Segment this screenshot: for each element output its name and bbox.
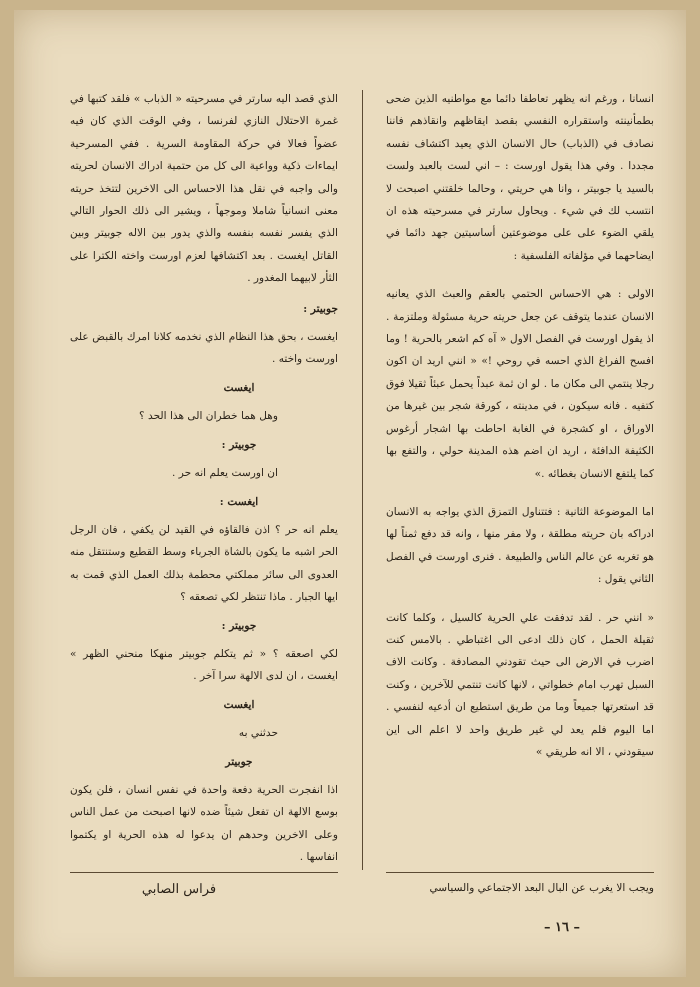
dialogue-line: حدثني به [238,727,278,740]
quote-paragraph: « انني حر . لقد تدفقت علي الحرية كالسيل ، وكلما كانت ثقيلة الحمل ، كان ذلك ادعى الى اغتباطي . بالامس كنت اضرب في الارض الى حيث تقودني المصادفة . وكانت الاف السبل تهرب امام خطواتي ، لانها كانت تنتمي للآخرين ، وكنت قد استعرتها جميعاً وما من طريق استطيع ان أدعيه لنفسي . اما اليوم فلم يعد لي غير طريق واحد لا اعلم الى اين سيقودني ، الا انه طريقي » [386,611,654,758]
author-signature: فراس الصابي [141,882,217,897]
dialogue-line: يعلم انه حر ؟ اذن فالقاؤه في القيد لن يكفي ، فان الرجل الحر اشبه ما يكون بالشاة الجرباء وسط القطيع وستنتقل منه العدوى الى سائر مملكتي محطمة بذلك العمل الذي قمت به ايها الجبار . ماذا تنتظر لكي تصعقه ؟ [70,523,338,604]
dialogue-line: اذا انفجرت الحرية دفعة واحدة في نفس انسان ، فلن يكون بوسع الالهة ان تفعل شيئاً ضده لانها اصبحت من عمل الناس وعلى الاخرين وحدهم ان يدعوا له هذه الحرية او يكتموا انفاسها . [70,783,338,864]
speaker-name: جوبيتر : [221,619,257,632]
left-column [70,88,338,875]
body-paragraph: انسانا ، ورغم انه يظهر تعاطفا دائما مع مواطنيه الذين ضحى بطمأنينته واستقراره النفسي بقصد ايقاظهم وانقاذهم فاننا نصادف في (الذباب) حال الانسان الذي يعيد اكتشاف نفسه مجددا . وفي هذا يقول اورست : – اني لست بالعبد ولست بالسيد يا جوبيتر ، وانا هي حريتي ، وحالما خلقتني اصبحت لا انتسب لك في شيء . ويحاول سارتر في مسرحيته هذه ان يلقي الضوء على على موضوعتين أساسيتين جهد دائما في ايضاحهما في مؤلفاته الفلسفية : [386,93,654,262]
speaker-name: ايغست [223,698,255,711]
right-column [386,88,654,771]
body-paragraph: اما الموضوعة الثانية : فتتناول التمزق الذي يواجه به الانسان ادراكه بان حريته مطلقة ، ولا مفر منها ، وانه قد دفع ثمناً لها هو تغربه عن عالم الناس والطبيعة . فنرى اورست في الفصل الثاني يقول : [386,505,654,586]
body-paragraph: الاولى : هي الاحساس الحتمي بالعقم والعبث الذي يعانيه الانسان عندما يتوقف عن جعل حريته حرية مسئولة وملتزمة . اذ يقول اورست في الفصل الاول « آه كم اشعر بالحرية ! وما افسح الفراغ الذي احسه في روحي !» « انني اريد ان اكون رجلا ينتمي الى مكان ما . لو ان ثمة عبداً يحمل عبئاً ثقيلا فوق كتفيه . فانه سيكون ، في مدينته ، كورقة شجر بين غيرها من الاوراق ، او كشجرة في الغابة احاطت بها اشجار أرغوس الكثيفة الدافئة ، اريد ان اضم هذه المدينة حولي ، والتفع بها كما يلتفع الانسان بغطائه .» [386,288,654,480]
speaker-name: جوبيتر : [303,302,338,315]
speaker-name: ايغست [223,381,255,394]
speaker-name: جوبيتر : [221,438,257,451]
speaker-name: جوبيتر [225,755,253,768]
page-number: – ١٦ – [543,920,581,935]
dialogue-line: وهل هما خطران الى هذا الحد ؟ [139,410,278,423]
closing-line: ويجب الا يغرب عن البال البعد الاجتماعي والسياسي [429,882,654,894]
magazine-page [14,10,686,977]
dialogue-line: لكي اصعقه ؟ « ثم يتكلم جوبيتر منهكا منحني الظهر » ايغست ، ان لدى الالهة سرا آخر . [70,647,338,683]
dialogue-line: ان اورست يعلم انه حر . [172,467,278,480]
column-divider [362,90,363,870]
intro-paragraph: الذي قصد اليه سارتر في مسرحيته « الذباب » فلقد كتبها في غمرة الاحتلال النازي لفرنسا ، وفي الوقت الذي كان فيه عضواً فعالا في حركة المقاومة السرية . ففي المسرحية ايماءات ذكية وواعية الى كل من حتمية ادراك الانسان لحريته والى واجبه في نقل هذا الاحساس الى الاخرين لتتخذ حريته معنى انسانياً شاملا وموجهاً ، ويشير الى ذلك الحوار التالي الذي يفسر نفسه بنفسه والذي يدور بين الاله جوبيتر وبين القاتل ايغست . بعد اكتشافها لعزم اورست واخته الكترا على الثأر لابيهما المغدور . [70,93,338,285]
bottom-rule-right [386,872,654,873]
dialogue-line: ايغست ، بحق هذا النظام الذي نخدمه كلانا امرك بالقبض على اورست واخته . [70,331,338,366]
speaker-name: ايغست : [219,495,259,508]
